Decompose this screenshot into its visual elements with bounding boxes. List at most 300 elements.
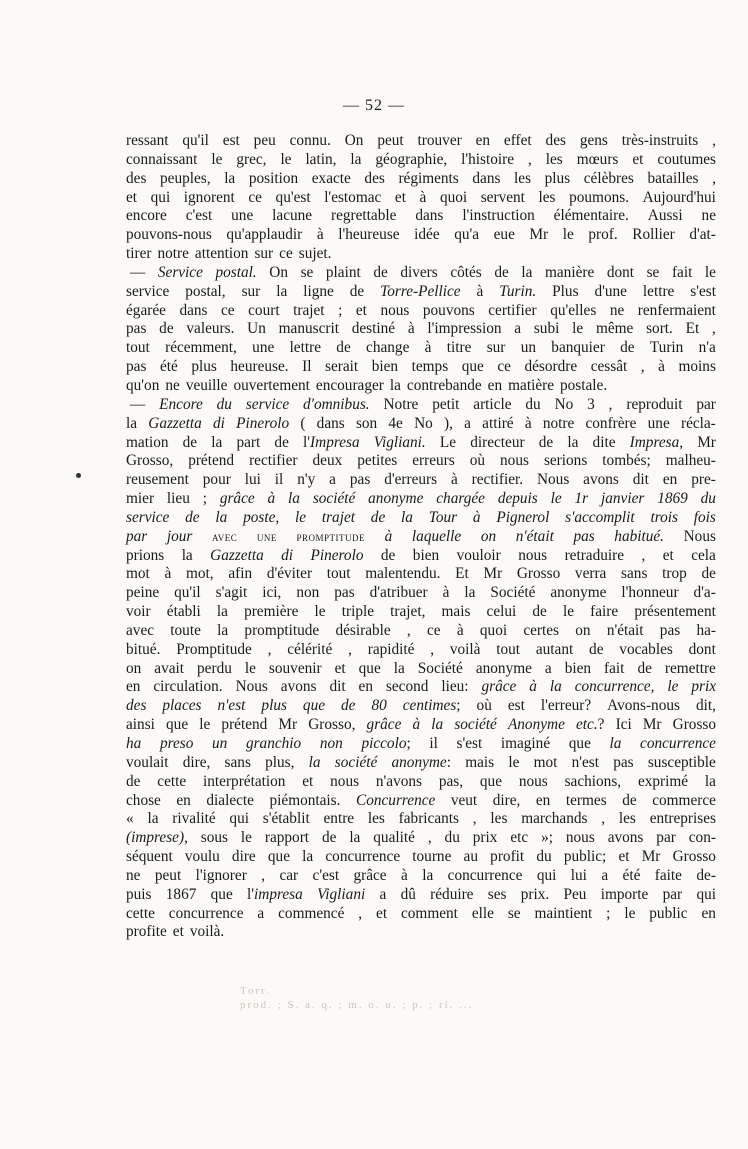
word: Et bbox=[455, 565, 469, 583]
word: fois bbox=[693, 508, 716, 526]
word: rectifier bbox=[249, 452, 298, 470]
word: concurrence bbox=[168, 904, 244, 922]
word: Le bbox=[439, 433, 457, 451]
word: on bbox=[575, 621, 591, 639]
word: nous bbox=[380, 301, 410, 319]
word: remettre bbox=[664, 659, 716, 677]
word: change bbox=[366, 339, 410, 357]
word: qui bbox=[536, 866, 557, 884]
word: c'est bbox=[312, 866, 340, 884]
word: trajet bbox=[293, 301, 325, 319]
word: Gazzetta bbox=[210, 546, 264, 564]
word: réduire bbox=[430, 885, 474, 903]
word: très-instruits bbox=[621, 132, 699, 149]
word: postal. bbox=[215, 263, 257, 281]
word: grâce bbox=[219, 490, 255, 508]
text-line bbox=[126, 509, 716, 528]
word: Mr bbox=[483, 565, 503, 583]
word: prétend bbox=[188, 452, 235, 470]
word: ( bbox=[300, 414, 306, 432]
word: dans bbox=[415, 207, 444, 225]
word: le bbox=[314, 603, 326, 621]
word: et bbox=[662, 546, 674, 564]
word: « bbox=[126, 810, 134, 828]
word: de bbox=[341, 697, 356, 715]
word: dû bbox=[400, 885, 416, 903]
word: peine bbox=[126, 584, 160, 602]
word: trouver bbox=[417, 132, 462, 149]
word: on bbox=[126, 659, 142, 677]
bleed-line: Torr. bbox=[240, 985, 271, 997]
word: promptitude bbox=[244, 621, 320, 639]
word: Grosso, bbox=[308, 716, 356, 734]
word: commerce bbox=[652, 791, 716, 809]
word: une bbox=[647, 414, 670, 432]
word: faite bbox=[654, 866, 682, 884]
word: malentendu. bbox=[365, 565, 441, 583]
word: service bbox=[126, 282, 170, 300]
word: , bbox=[261, 866, 266, 884]
word: la bbox=[422, 866, 434, 884]
word: exprimé bbox=[637, 772, 689, 790]
word: du bbox=[525, 395, 541, 413]
word: , bbox=[267, 640, 272, 658]
word: ce bbox=[497, 358, 511, 376]
word: de bbox=[185, 508, 200, 526]
word: Ici bbox=[615, 716, 632, 734]
word: lui bbox=[570, 866, 587, 884]
word: avons bbox=[607, 829, 644, 847]
word: pas bbox=[126, 320, 147, 338]
word: les bbox=[514, 169, 532, 187]
word: désordre bbox=[524, 358, 578, 376]
word: attiré bbox=[482, 414, 514, 432]
word: promptitude bbox=[296, 529, 366, 544]
word: prof. bbox=[588, 226, 618, 244]
word: Anonyme bbox=[507, 716, 565, 734]
word: , bbox=[358, 904, 363, 922]
word: présentement bbox=[634, 603, 716, 621]
word: No bbox=[554, 395, 574, 413]
word: interprétation bbox=[203, 772, 286, 790]
word: tout bbox=[326, 565, 351, 583]
word: elle bbox=[471, 904, 494, 922]
text-line bbox=[126, 415, 716, 434]
word: puis bbox=[126, 885, 152, 903]
word: entre bbox=[323, 810, 355, 828]
word: la bbox=[393, 659, 405, 677]
word: dite bbox=[592, 433, 616, 451]
word: voilà. bbox=[189, 923, 225, 941]
word: plus bbox=[544, 169, 571, 187]
word: con- bbox=[688, 829, 716, 847]
text-line bbox=[126, 358, 716, 377]
word: a bbox=[464, 414, 471, 432]
word: concurrence bbox=[325, 848, 401, 866]
word: 1r bbox=[574, 490, 589, 508]
word: de bbox=[126, 772, 141, 790]
text-line bbox=[126, 377, 716, 396]
word: 3 bbox=[587, 395, 595, 413]
word: la bbox=[302, 848, 314, 866]
word: avec bbox=[211, 529, 238, 544]
word: postal, bbox=[185, 282, 226, 300]
word: ce bbox=[427, 621, 441, 639]
word: heureuse. bbox=[230, 358, 289, 376]
word: batailles bbox=[647, 169, 699, 187]
word: le bbox=[667, 678, 679, 696]
word: rapport bbox=[264, 829, 310, 847]
word: tout bbox=[496, 640, 521, 658]
word: une bbox=[256, 529, 277, 544]
word: la bbox=[401, 508, 413, 526]
word: moins bbox=[678, 358, 716, 376]
word: non bbox=[296, 584, 320, 602]
word: il bbox=[429, 735, 438, 752]
word: ne bbox=[165, 376, 180, 394]
text-line bbox=[126, 923, 716, 942]
word: regrettable bbox=[331, 207, 397, 225]
word: Vigliani. bbox=[373, 433, 426, 451]
word: ici, bbox=[262, 584, 282, 602]
word: article bbox=[473, 395, 512, 413]
word: de bbox=[622, 791, 637, 809]
word: , bbox=[427, 829, 432, 847]
word: à bbox=[472, 508, 481, 526]
word: trois bbox=[650, 508, 678, 526]
word: fait bbox=[671, 263, 693, 281]
word: mot, bbox=[186, 565, 214, 583]
word: de bbox=[701, 565, 716, 583]
word: et bbox=[394, 188, 406, 206]
word: n'a bbox=[698, 339, 716, 357]
word: qui bbox=[696, 885, 716, 903]
text-line bbox=[126, 434, 716, 453]
word: la bbox=[288, 490, 300, 508]
word: dialecte bbox=[206, 791, 254, 809]
word: Grosso bbox=[516, 565, 561, 583]
text-line bbox=[126, 697, 716, 716]
body-text bbox=[126, 132, 716, 942]
word: rectifier. bbox=[471, 471, 524, 489]
word: nous bbox=[330, 772, 360, 790]
word: pre- bbox=[691, 471, 716, 489]
word: Gazzetta bbox=[148, 414, 202, 432]
word: Et bbox=[685, 320, 700, 338]
word: prix. bbox=[520, 885, 550, 903]
word: célèbres bbox=[583, 169, 634, 187]
word: triple bbox=[341, 603, 375, 621]
word: ; bbox=[606, 904, 611, 922]
word: à bbox=[450, 471, 458, 489]
word: peut bbox=[154, 866, 182, 884]
word: Vigliani bbox=[317, 885, 366, 903]
word: erreurs bbox=[412, 452, 455, 470]
word: l'impresa bbox=[247, 885, 303, 903]
word: piémontais. bbox=[269, 791, 341, 809]
word: encore bbox=[126, 207, 167, 225]
word: première bbox=[244, 603, 299, 621]
word: part bbox=[236, 433, 261, 451]
word: , bbox=[640, 358, 645, 376]
word: fabricants bbox=[398, 810, 459, 828]
word: société bbox=[312, 490, 356, 508]
word: grec, bbox=[236, 150, 267, 168]
word: son bbox=[355, 414, 378, 432]
word: tout bbox=[126, 339, 150, 357]
word: bitué. bbox=[126, 640, 161, 658]
word: en bbox=[662, 471, 678, 489]
word: à bbox=[442, 584, 450, 602]
word: cela bbox=[691, 546, 716, 564]
word: pas bbox=[613, 753, 634, 771]
word: Mr bbox=[641, 848, 661, 866]
word: voulait bbox=[126, 753, 169, 771]
word: et bbox=[126, 188, 138, 206]
word: mier bbox=[126, 490, 155, 508]
word: court bbox=[248, 301, 280, 319]
word: perdu bbox=[197, 659, 232, 677]
word: a bbox=[329, 471, 336, 489]
word: ouvertement bbox=[233, 376, 310, 394]
word: a bbox=[257, 904, 265, 922]
word: maintient bbox=[534, 904, 593, 922]
text-line bbox=[126, 584, 716, 603]
word: Turin bbox=[649, 339, 684, 357]
word: , bbox=[406, 621, 411, 639]
word: concurrence bbox=[640, 735, 716, 752]
word: la bbox=[147, 810, 159, 828]
word: à bbox=[267, 490, 276, 508]
word: ; bbox=[338, 301, 343, 319]
word: par bbox=[696, 395, 716, 413]
word: au bbox=[463, 848, 478, 866]
word: divers bbox=[400, 263, 438, 281]
word: , bbox=[601, 810, 606, 828]
text-line bbox=[126, 716, 716, 735]
word: s'est bbox=[456, 735, 483, 752]
word: qu'est bbox=[275, 188, 311, 206]
word: Grosso bbox=[672, 848, 716, 866]
word: manière bbox=[544, 263, 595, 281]
word: temps bbox=[411, 358, 449, 376]
word: connu. bbox=[289, 132, 331, 149]
text-line bbox=[126, 283, 716, 302]
word: de bbox=[373, 263, 388, 281]
word: connaissant bbox=[126, 150, 198, 168]
margin-mark bbox=[76, 473, 81, 478]
word: de bbox=[321, 829, 337, 847]
word: ce bbox=[248, 188, 262, 206]
word: rapidité bbox=[367, 640, 415, 658]
word: chose bbox=[126, 791, 161, 809]
word: pas bbox=[334, 584, 355, 602]
word: exacte bbox=[311, 169, 351, 187]
word: vouloir bbox=[456, 546, 501, 564]
word: de bbox=[380, 546, 396, 564]
word: valeurs. bbox=[186, 320, 235, 338]
word: ha- bbox=[696, 621, 716, 639]
word: Mr bbox=[697, 433, 716, 451]
word: les bbox=[618, 810, 636, 828]
word: petites bbox=[357, 452, 398, 470]
word: anonyme bbox=[475, 659, 532, 677]
text-line bbox=[126, 490, 716, 509]
word: serait bbox=[325, 358, 359, 376]
word: a bbox=[514, 320, 522, 338]
word: du bbox=[216, 395, 232, 413]
text-line bbox=[126, 565, 716, 584]
word: pour bbox=[202, 471, 231, 489]
word: avait bbox=[154, 659, 185, 677]
word: qu'il bbox=[174, 584, 201, 602]
word: Rollier bbox=[632, 226, 675, 244]
word: le bbox=[211, 150, 223, 168]
word: à bbox=[384, 527, 393, 545]
word: de bbox=[532, 603, 547, 621]
word: dans bbox=[472, 169, 501, 187]
text-line bbox=[126, 829, 716, 848]
word: prix bbox=[472, 829, 498, 847]
word: le bbox=[280, 150, 292, 168]
word: désirable bbox=[335, 621, 391, 639]
word: concurrence bbox=[447, 866, 523, 884]
word: par bbox=[126, 527, 148, 545]
word: la bbox=[224, 169, 236, 187]
word: bien bbox=[564, 659, 592, 677]
word: entreprises bbox=[649, 810, 716, 828]
word: service bbox=[245, 395, 290, 413]
word: la bbox=[521, 263, 533, 281]
text-line bbox=[126, 132, 716, 151]
word: autant bbox=[535, 640, 574, 658]
word: sous bbox=[200, 829, 228, 847]
word: sans bbox=[224, 753, 251, 771]
word: ne bbox=[126, 866, 141, 884]
word: celui bbox=[486, 603, 517, 621]
word: la bbox=[609, 735, 622, 752]
word: régiments bbox=[398, 169, 459, 187]
word: — bbox=[130, 263, 146, 281]
word: tirer bbox=[126, 245, 152, 263]
word: été bbox=[159, 358, 178, 376]
word: sur bbox=[254, 245, 274, 263]
word: afin bbox=[228, 565, 253, 583]
word: de bbox=[370, 508, 386, 526]
word: Société bbox=[417, 659, 463, 677]
word: que bbox=[302, 697, 326, 715]
word: matière bbox=[508, 376, 554, 394]
word: Concurrence bbox=[356, 791, 436, 809]
word: tourne bbox=[412, 848, 452, 866]
word: imaginé bbox=[500, 735, 551, 752]
word: gens bbox=[579, 132, 608, 149]
word: 80 bbox=[371, 697, 387, 715]
word: la bbox=[389, 376, 401, 394]
word: de bbox=[182, 433, 198, 451]
word: qu'elles bbox=[550, 301, 597, 319]
word: ainsi bbox=[126, 716, 155, 734]
word: di bbox=[213, 414, 225, 432]
word: Nous bbox=[536, 471, 570, 489]
word: pouvons bbox=[422, 301, 475, 319]
word: toute bbox=[170, 621, 201, 639]
word: sachions, bbox=[564, 772, 622, 790]
word: etc.? bbox=[575, 716, 605, 734]
text-line bbox=[126, 207, 716, 226]
word: cette bbox=[126, 904, 155, 922]
bleed-line: prod. ; S. a. q. ; m. o. u. ; p. ; ri. ... bbox=[240, 999, 474, 1011]
word: à bbox=[476, 282, 484, 300]
text-line bbox=[126, 867, 716, 886]
word: de bbox=[274, 433, 289, 451]
word: (imprese), bbox=[126, 829, 188, 847]
word: On bbox=[344, 132, 364, 149]
word: 1869 bbox=[657, 490, 688, 508]
word: qui bbox=[229, 810, 249, 828]
word: avec bbox=[126, 621, 155, 639]
word: établi bbox=[166, 603, 201, 621]
text-line bbox=[126, 151, 716, 170]
word: élémentaire. bbox=[553, 207, 629, 225]
word: de bbox=[336, 339, 351, 357]
word: à bbox=[529, 678, 537, 696]
word: No bbox=[414, 414, 433, 432]
word: , bbox=[712, 169, 716, 187]
text-line bbox=[126, 302, 716, 321]
word: qu'on bbox=[126, 376, 160, 394]
word: l'impression bbox=[427, 320, 502, 338]
word: s'accomplit bbox=[565, 508, 635, 526]
word: ne bbox=[701, 207, 716, 225]
word: et bbox=[376, 904, 388, 922]
text-line bbox=[126, 810, 716, 829]
word: n'avons bbox=[375, 772, 422, 790]
word: commencé bbox=[278, 904, 345, 922]
word: bien bbox=[412, 546, 440, 564]
word: qui bbox=[150, 188, 171, 206]
word: coutumes bbox=[657, 150, 716, 168]
word: faire bbox=[590, 603, 619, 621]
word: souvenir bbox=[268, 659, 322, 677]
word: le bbox=[562, 226, 574, 244]
word: effet bbox=[503, 132, 532, 149]
word: pouvons-nous bbox=[126, 226, 212, 244]
word: de- bbox=[696, 866, 716, 884]
word: Encore bbox=[159, 395, 203, 413]
word: le bbox=[295, 508, 307, 526]
word: veut bbox=[450, 791, 478, 809]
word: Tour bbox=[428, 508, 458, 526]
text-line bbox=[126, 792, 716, 811]
word: société bbox=[334, 753, 378, 771]
word: été bbox=[622, 866, 641, 884]
word: prix bbox=[691, 678, 716, 696]
word: trop bbox=[662, 565, 687, 583]
word: des bbox=[126, 169, 147, 187]
word: que bbox=[568, 735, 591, 752]
word: s'agit bbox=[215, 584, 248, 602]
word: en bbox=[487, 376, 503, 394]
word: lacune bbox=[272, 207, 313, 225]
word: l'instruction bbox=[462, 207, 535, 225]
word: la bbox=[308, 753, 321, 771]
word: est bbox=[507, 697, 525, 715]
word: à bbox=[424, 339, 432, 357]
word: non bbox=[319, 735, 343, 752]
text-line bbox=[126, 226, 716, 245]
word: qu'applaudir bbox=[226, 226, 303, 244]
